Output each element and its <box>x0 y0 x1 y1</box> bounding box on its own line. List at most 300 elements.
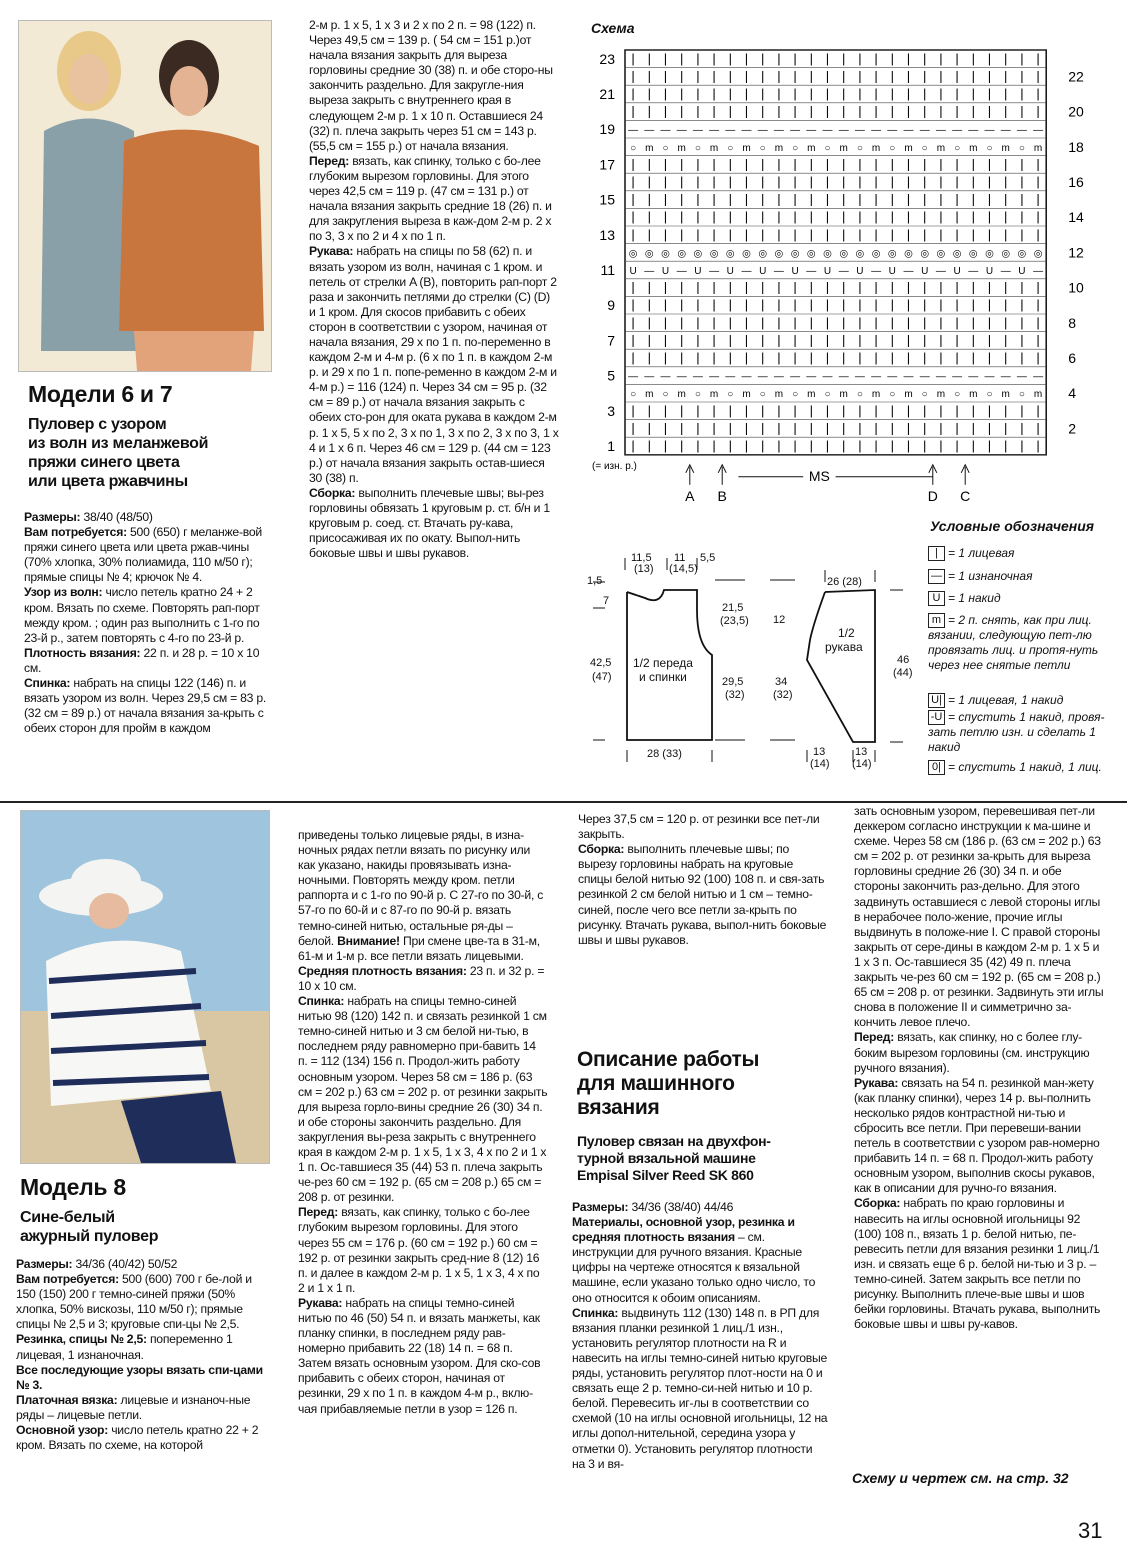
svg-text:|: | <box>890 438 894 453</box>
svg-text:|: | <box>712 103 716 119</box>
svg-text:—: — <box>887 371 898 383</box>
svg-text:|: | <box>923 420 927 436</box>
chart-note: (= изн. р.) <box>592 460 637 472</box>
svg-text:|: | <box>906 156 911 172</box>
svg-text:|: | <box>1036 279 1040 295</box>
svg-text:|: | <box>1036 402 1040 418</box>
svg-text:|: | <box>728 402 732 418</box>
svg-text:|: | <box>971 350 975 365</box>
svg-text:|: | <box>809 86 813 101</box>
svg-text:|: | <box>906 402 911 418</box>
svg-text:U: U <box>726 266 734 277</box>
svg-text:|: | <box>696 420 700 436</box>
svg-text:—: — <box>676 266 687 277</box>
svg-text:|: | <box>842 86 846 101</box>
svg-text:|: | <box>696 156 700 172</box>
svg-text:|: | <box>631 156 635 172</box>
svg-text:|: | <box>663 103 668 119</box>
svg-text:|: | <box>712 68 716 84</box>
svg-text:|: | <box>842 191 846 207</box>
svg-text:|: | <box>793 402 797 418</box>
svg-text:|: | <box>874 226 878 242</box>
svg-text:|: | <box>825 420 830 436</box>
svg-text:—: — <box>725 371 736 383</box>
svg-text:|: | <box>923 314 927 330</box>
svg-text:|: | <box>890 279 894 295</box>
svg-text:|: | <box>777 402 781 418</box>
svg-text:|: | <box>793 174 797 189</box>
svg-text:—: — <box>903 266 914 277</box>
svg-text:|: | <box>890 209 894 225</box>
svg-text:|: | <box>1020 156 1024 172</box>
svg-text:|: | <box>712 86 716 101</box>
svg-text:|: | <box>809 156 813 172</box>
chart-title: Схема <box>591 20 635 36</box>
svg-text:|: | <box>647 174 651 189</box>
svg-text:|: | <box>971 209 975 225</box>
svg-text:|: | <box>906 420 911 436</box>
svg-text:|: | <box>874 402 878 418</box>
svg-text:|: | <box>987 297 992 313</box>
svg-text:|: | <box>890 156 894 172</box>
svg-text:|: | <box>777 68 781 84</box>
svg-text:|: | <box>647 191 651 207</box>
svg-text:|: | <box>696 438 700 453</box>
svg-text:|: | <box>744 50 749 66</box>
svg-text:|: | <box>777 314 781 330</box>
svg-text:|: | <box>906 50 911 66</box>
svg-text:—: — <box>1000 266 1011 277</box>
legend-title: Условные обозначения <box>930 518 1095 534</box>
svg-text:|: | <box>890 103 894 119</box>
svg-text:|: | <box>939 350 943 365</box>
svg-text:|: | <box>825 209 830 225</box>
svg-text:|: | <box>809 50 813 66</box>
svg-text:|: | <box>793 50 797 66</box>
section2-col3b: Размеры: 34/36 (38/40) 44/46 Материалы, основной узор, резинка и средняя плотность вязания – см. инструкции для ручного вязания. Красные цифры на чертеже относятся к вязальной машине, если указано только одно число, то оно относится к обоим описаниям. Спинка: выдвинуть 112 (130) 148 п. в РП для вязания планки резинкой 1 лиц./1 изн., установить регулятор плотности на R и навесить на иглы темно-синей нитью круговые ряды, установить регулятор плот-ности на 0 и связать еще 2 р. темно-си-ней нитью и 10 р. белой. Перевесить иг-лы в соответствии со схемой (10 на иглы основной игольницы, 12 на иглы допол-нительной, середина узора у отметки 0). Установить регулятор плотности на 3 и вя- <box>572 1200 828 1471</box>
svg-text:|: | <box>631 86 635 101</box>
svg-text:○: ○ <box>694 389 701 401</box>
svg-text:○: ○ <box>889 142 896 154</box>
chart-row-label: 23 <box>599 50 615 67</box>
svg-text:—: — <box>773 371 784 383</box>
svg-text:|: | <box>874 438 878 453</box>
svg-text:|: | <box>906 438 911 453</box>
svg-text:|: | <box>761 332 765 348</box>
svg-text:m: m <box>807 389 816 401</box>
svg-text:|: | <box>631 226 635 242</box>
machine-title: Описание работы для машинного вязания <box>577 1048 760 1119</box>
svg-text:|: | <box>728 103 732 119</box>
svg-text:|: | <box>663 174 668 189</box>
svg-text:|: | <box>696 191 700 207</box>
svg-text:—: — <box>984 125 995 137</box>
svg-text:|: | <box>987 191 992 207</box>
svg-text:|: | <box>631 103 635 119</box>
svg-text:—: — <box>822 125 833 137</box>
svg-text:◎: ◎ <box>968 248 978 260</box>
svg-text:|: | <box>842 438 846 453</box>
svg-text:|: | <box>761 174 765 189</box>
chart-row-label: 13 <box>599 226 615 243</box>
svg-text:—: — <box>854 125 865 137</box>
svg-text:—: — <box>952 125 963 137</box>
svg-text:|: | <box>744 350 749 365</box>
svg-text:|: | <box>647 86 651 101</box>
svg-text:|: | <box>955 209 959 225</box>
svg-text:|: | <box>680 191 684 207</box>
svg-text:|: | <box>971 68 975 84</box>
svg-text:|: | <box>1036 68 1040 84</box>
models-6-7-photo <box>18 20 272 372</box>
svg-text:|: | <box>1020 332 1024 348</box>
svg-text:|: | <box>680 314 684 330</box>
svg-text:m: m <box>677 389 686 401</box>
svg-text:|: | <box>793 297 797 313</box>
svg-text:|: | <box>874 314 878 330</box>
svg-text:◎: ◎ <box>628 248 638 260</box>
svg-text:|: | <box>663 156 668 172</box>
svg-text:|: | <box>858 402 862 418</box>
svg-text:—: — <box>919 371 930 383</box>
svg-text:|: | <box>809 191 813 207</box>
svg-text:m: m <box>1001 142 1010 154</box>
svg-text:m: m <box>969 389 978 401</box>
svg-text:|: | <box>744 438 749 453</box>
svg-text:|: | <box>842 402 846 418</box>
svg-text:|: | <box>842 103 846 119</box>
svg-text:|: | <box>793 191 797 207</box>
svg-text:|: | <box>987 209 992 225</box>
svg-text:|: | <box>825 314 830 330</box>
chart-row-label: 6 <box>1068 350 1076 366</box>
svg-text:◎: ◎ <box>920 248 930 260</box>
svg-text:|: | <box>971 50 975 66</box>
svg-text:|: | <box>987 332 992 348</box>
svg-text:|: | <box>809 68 813 84</box>
svg-text:|: | <box>987 86 992 101</box>
svg-text:|: | <box>1020 86 1024 101</box>
svg-text:|: | <box>1020 297 1024 313</box>
section2-col4: зать основным узором, перевешивая пет-ли деккером согласно инструкции к ма-шине и схеме. Через 58 см (186 р. (63 см = 202 р.) 63 см = 202 р. от резинки за-крыть для выреза горловины средние 26 (30) 34 п. и обе стороны закончить раз-дельно. Для этого задвинуть оставшиеся с левой стороны иглы в нерабочее поло-жение, прочие иглы выдвинуть в положе-ние I. С правой стороны закрыть от сере-дины в каждом 2-м р. 1 х 5 и 1 х 3 п. Ос-тавшиеся 35 (42) 49 п. плеча закрыть че-рез 60 см = 192 р. (65 см = 208 р.) 65 см = 208 р. от резинки. Задвинуть эти иглы снова в положение II и симметрично за-кончить левое плечо. Перед: вязать, как спинку, но с более глу-боким вырезом горловины (см. инструкцию ручного вязания). Рукава: связать на 54 п. резинкой ман-жету (как планку спинки), через 14 р. вы-полнить несколько рядов контрастной ни-тью и сбросить все петли. При перевеши-вании петель в соответствии с узором рав-номерно прибавить 14 п. = 68 п. Продол-жить работу основным узором, выполнив скосы рукавов, как в описании для ручно-го вязания. Сборка: набрать по краю горловины и навесить на иглы основной игольницы 92 (100) 108 п., вязать 1 р. белой нитью, пе-ревесить петли для вязания резинки 1 лиц./1 изн. и связать еще 6 р. белой ни-тью и 3 р. – темно-синей. Затем закрыть все петли по рисунку. Выполнить плече-вые швы и шов бейки горловины. Втачать рукава, выполнить боковые швы и швы ру-кавов. <box>854 804 1104 1332</box>
svg-text:|: | <box>647 438 651 453</box>
svg-text:|: | <box>712 314 716 330</box>
svg-text:|: | <box>939 103 943 119</box>
svg-text:|: | <box>987 350 992 365</box>
svg-text:|: | <box>906 191 911 207</box>
svg-text:|: | <box>1020 50 1024 66</box>
svg-text:○: ○ <box>727 142 734 154</box>
svg-text:U: U <box>694 266 702 277</box>
svg-text:|: | <box>890 174 894 189</box>
svg-text:|: | <box>728 226 732 242</box>
svg-text:|: | <box>955 226 959 242</box>
svg-text:|: | <box>744 174 749 189</box>
svg-text:m: m <box>807 142 816 154</box>
svg-text:|: | <box>728 209 732 225</box>
svg-text:|: | <box>1036 191 1040 207</box>
svg-text:○: ○ <box>630 142 637 154</box>
section2-col3a: Через 37,5 см = 120 р. от резинки все пет-ли закрыть. Сборка: выполнить плечевые швы; по вырезу горловины набрать на круговые спицы белой нитью 92 (100) 108 п. и свя-зать резинкой 2 см белой нитью и 1 см – темно-синей, после чего все петли за-крыть по рисунку. Втачать рукава, выпол-нить боковые швы и швы рукавов. <box>578 812 827 947</box>
svg-text:|: | <box>971 438 975 453</box>
svg-text:|: | <box>923 86 927 101</box>
svg-text:U: U <box>888 266 896 277</box>
svg-text:|: | <box>939 314 943 330</box>
svg-text:|: | <box>761 209 765 225</box>
svg-text:|: | <box>793 226 797 242</box>
svg-text:|: | <box>955 402 959 418</box>
svg-text:|: | <box>809 420 813 436</box>
svg-text:|: | <box>647 103 651 119</box>
sleeve-label: 1/2 <box>838 626 855 640</box>
svg-text:—: — <box>903 125 914 137</box>
svg-text:|: | <box>680 279 684 295</box>
svg-text:|: | <box>712 402 716 418</box>
svg-text:|: | <box>906 332 911 348</box>
svg-text:|: | <box>680 50 684 66</box>
svg-text:|: | <box>939 297 943 313</box>
svg-text:|: | <box>825 103 830 119</box>
svg-text:|: | <box>1036 350 1040 365</box>
svg-text:|: | <box>825 402 830 418</box>
svg-text:|: | <box>1036 297 1040 313</box>
svg-text:m: m <box>677 142 686 154</box>
svg-text:|: | <box>939 402 943 418</box>
svg-text:○: ○ <box>662 389 669 401</box>
svg-text:—: — <box>644 371 655 383</box>
svg-text:—: — <box>1000 371 1011 383</box>
svg-text:○: ○ <box>1018 142 1025 154</box>
svg-text:|: | <box>680 156 684 172</box>
svg-text:|: | <box>663 50 668 66</box>
legend-item-decrease: m = 2 п. снять, как при лиц. вязании, следующую пет-лю провязать лиц. и протя-нуть через нее снятые петли <box>928 613 1099 673</box>
svg-text:|: | <box>939 68 943 84</box>
svg-text:—: — <box>790 371 801 383</box>
svg-text:|: | <box>696 209 700 225</box>
svg-text:—: — <box>854 371 865 383</box>
dim-neck-depth: 1,5 <box>587 575 603 587</box>
svg-text:|: | <box>1036 50 1040 66</box>
svg-text:|: | <box>842 68 846 84</box>
svg-text:|: | <box>647 314 651 330</box>
svg-text:|: | <box>744 332 749 348</box>
svg-text:○: ○ <box>921 142 928 154</box>
svg-text:|: | <box>761 314 765 330</box>
svg-text:○: ○ <box>889 389 896 401</box>
svg-text:|: | <box>680 209 684 225</box>
chart-row-label: 11 <box>600 262 615 278</box>
svg-text:|: | <box>1020 226 1024 242</box>
svg-text:|: | <box>858 50 862 66</box>
svg-text:|: | <box>1036 209 1040 225</box>
svg-text:|: | <box>858 297 862 313</box>
svg-text:|: | <box>858 191 862 207</box>
svg-text:|: | <box>696 226 700 242</box>
svg-text:—: — <box>628 371 639 383</box>
svg-text:○: ○ <box>856 142 863 154</box>
svg-text:|: | <box>647 402 651 418</box>
svg-text:|: | <box>744 402 749 418</box>
chart-row-label: 4 <box>1068 385 1076 402</box>
svg-text:|: | <box>728 438 732 453</box>
dim-armhole: 21,5 <box>722 602 744 614</box>
svg-text:○: ○ <box>630 389 637 401</box>
svg-text:○: ○ <box>727 389 734 401</box>
svg-text:|: | <box>825 68 830 84</box>
svg-text:|: | <box>647 68 651 84</box>
svg-text:◎: ◎ <box>709 248 719 260</box>
svg-text:◎: ◎ <box>952 248 962 260</box>
svg-text:|: | <box>987 314 992 330</box>
svg-text:|: | <box>1004 209 1008 225</box>
svg-text:|: | <box>631 402 635 418</box>
chart-row-label: 17 <box>599 156 615 173</box>
svg-text:—: — <box>935 125 946 137</box>
svg-text:|: | <box>890 420 894 436</box>
svg-text:|: | <box>744 191 749 207</box>
svg-text:|: | <box>663 226 668 242</box>
svg-text:|: | <box>1004 156 1008 172</box>
svg-text:|: | <box>1004 226 1008 242</box>
svg-text:|: | <box>809 314 813 330</box>
svg-text:|: | <box>809 279 813 295</box>
svg-text:|: | <box>712 191 716 207</box>
svg-text:|: | <box>680 226 684 242</box>
svg-text:|: | <box>663 191 668 207</box>
svg-text:◎: ◎ <box>661 248 670 260</box>
chart-row-label: 12 <box>1068 244 1084 261</box>
dim-body-length: 42,5 <box>590 657 612 669</box>
svg-text:|: | <box>761 350 765 365</box>
svg-text:—: — <box>676 371 687 383</box>
svg-text:|: | <box>744 209 749 225</box>
chart-arrow-label: B <box>717 487 727 504</box>
section2-title: Модель 8 <box>20 1174 126 1200</box>
section2-col1: Размеры: 34/36 (40/42) 50/52 Вам потребуется: 500 (600) 700 г бе-лой и 150 (150) 200 г темно-синей пряжи (50% хлопка, 50% вискозы, 110 м/50 г); прямые спицы № 2,5 и 3; круговые спи-цы № 2,5. Резинка, спицы № 2,5: попеременно 1 лицевая, 1 изнаночная. Все последующие узоры вязать спи-цами № 3. Платочная вязка: лицевые и изнаноч-ные ряды – лицевые петли. Основной узор: число петель кратно 22 + 2 кром. Вязать по схеме, на которой <box>16 1257 263 1453</box>
svg-text:|: | <box>696 50 700 66</box>
chart-arrow-label: D <box>927 487 938 504</box>
svg-text:—: — <box>871 371 882 383</box>
svg-text:|: | <box>1020 279 1024 295</box>
svg-text:|: | <box>696 402 700 418</box>
svg-text:○: ○ <box>824 389 831 401</box>
svg-text:|: | <box>858 209 862 225</box>
svg-text:|: | <box>728 420 732 436</box>
svg-text:|: | <box>647 332 651 348</box>
svg-text:|: | <box>858 279 862 295</box>
svg-text:U: U <box>823 266 832 277</box>
svg-text:|: | <box>923 103 927 119</box>
svg-text:|: | <box>777 420 781 436</box>
svg-text:◎: ◎ <box>790 248 800 260</box>
svg-text:|: | <box>1020 103 1024 119</box>
svg-text:|: | <box>1004 297 1008 313</box>
svg-text:|: | <box>874 50 878 66</box>
svg-text:—: — <box>773 266 784 277</box>
svg-text:|: | <box>744 420 749 436</box>
svg-text:|: | <box>987 420 992 436</box>
svg-text:|: | <box>809 103 813 119</box>
svg-text:○: ○ <box>954 389 961 401</box>
svg-text:|: | <box>647 350 651 365</box>
svg-text:|: | <box>874 420 878 436</box>
svg-text:|: | <box>858 350 862 365</box>
svg-text:|: | <box>809 174 813 189</box>
legend-item-purl: — = 1 изнаночная <box>928 569 1033 584</box>
svg-text:|: | <box>1020 438 1024 453</box>
svg-text:|: | <box>874 156 878 172</box>
svg-text:|: | <box>842 314 846 330</box>
svg-text:|: | <box>890 402 894 418</box>
svg-text:|: | <box>842 297 846 313</box>
svg-text:—: — <box>935 266 946 277</box>
svg-text:|: | <box>680 174 684 189</box>
svg-text:|: | <box>955 332 959 348</box>
svg-text:|: | <box>874 191 878 207</box>
svg-text:|: | <box>939 279 943 295</box>
svg-text:U: U <box>1018 266 1026 277</box>
svg-text:|: | <box>647 420 651 436</box>
svg-text:|: | <box>663 68 668 84</box>
svg-text:—: — <box>919 125 930 137</box>
svg-text:|: | <box>761 50 765 66</box>
svg-text:|: | <box>955 68 959 84</box>
svg-text:◎: ◎ <box>806 248 816 260</box>
svg-text:—: — <box>968 125 979 137</box>
svg-text:|: | <box>1004 191 1008 207</box>
svg-text:|: | <box>987 226 992 242</box>
svg-text:|: | <box>1004 279 1008 295</box>
svg-text:|: | <box>939 174 943 189</box>
svg-text:|: | <box>663 420 668 436</box>
svg-text:—: — <box>838 371 849 383</box>
svg-text:m: m <box>645 142 654 154</box>
svg-text:|: | <box>858 420 862 436</box>
svg-text:|: | <box>874 279 878 295</box>
svg-text:|: | <box>955 156 959 172</box>
svg-text:|: | <box>923 209 927 225</box>
svg-text:—: — <box>676 125 687 137</box>
svg-text:|: | <box>631 68 635 84</box>
svg-text:◎: ◎ <box>725 248 735 260</box>
chart-row-label: 3 <box>607 402 615 419</box>
svg-text:U: U <box>759 266 767 277</box>
chart-row-label: 7 <box>607 332 615 349</box>
svg-text:|: | <box>987 438 992 453</box>
svg-text:|: | <box>631 50 635 66</box>
svg-text:|: | <box>955 350 959 365</box>
svg-text:|: | <box>1004 103 1008 119</box>
body-label: 1/2 переда <box>633 656 693 670</box>
svg-text:—: — <box>903 371 914 383</box>
svg-text:U: U <box>629 266 637 277</box>
svg-text:|: | <box>955 103 959 119</box>
svg-text:—: — <box>1033 266 1044 277</box>
svg-text:|: | <box>777 156 781 172</box>
svg-text:|: | <box>663 332 668 348</box>
svg-text:U: U <box>985 266 994 277</box>
svg-text:—: — <box>709 266 720 277</box>
svg-text:|: | <box>842 209 846 225</box>
chart-row-label: 9 <box>607 297 615 314</box>
svg-text:|: | <box>809 332 813 348</box>
svg-text:m: m <box>839 389 848 401</box>
svg-text:|: | <box>825 350 830 365</box>
svg-text:|: | <box>761 402 765 418</box>
svg-text:—: — <box>806 125 817 137</box>
svg-text:—: — <box>935 371 946 383</box>
svg-text:|: | <box>842 350 846 365</box>
